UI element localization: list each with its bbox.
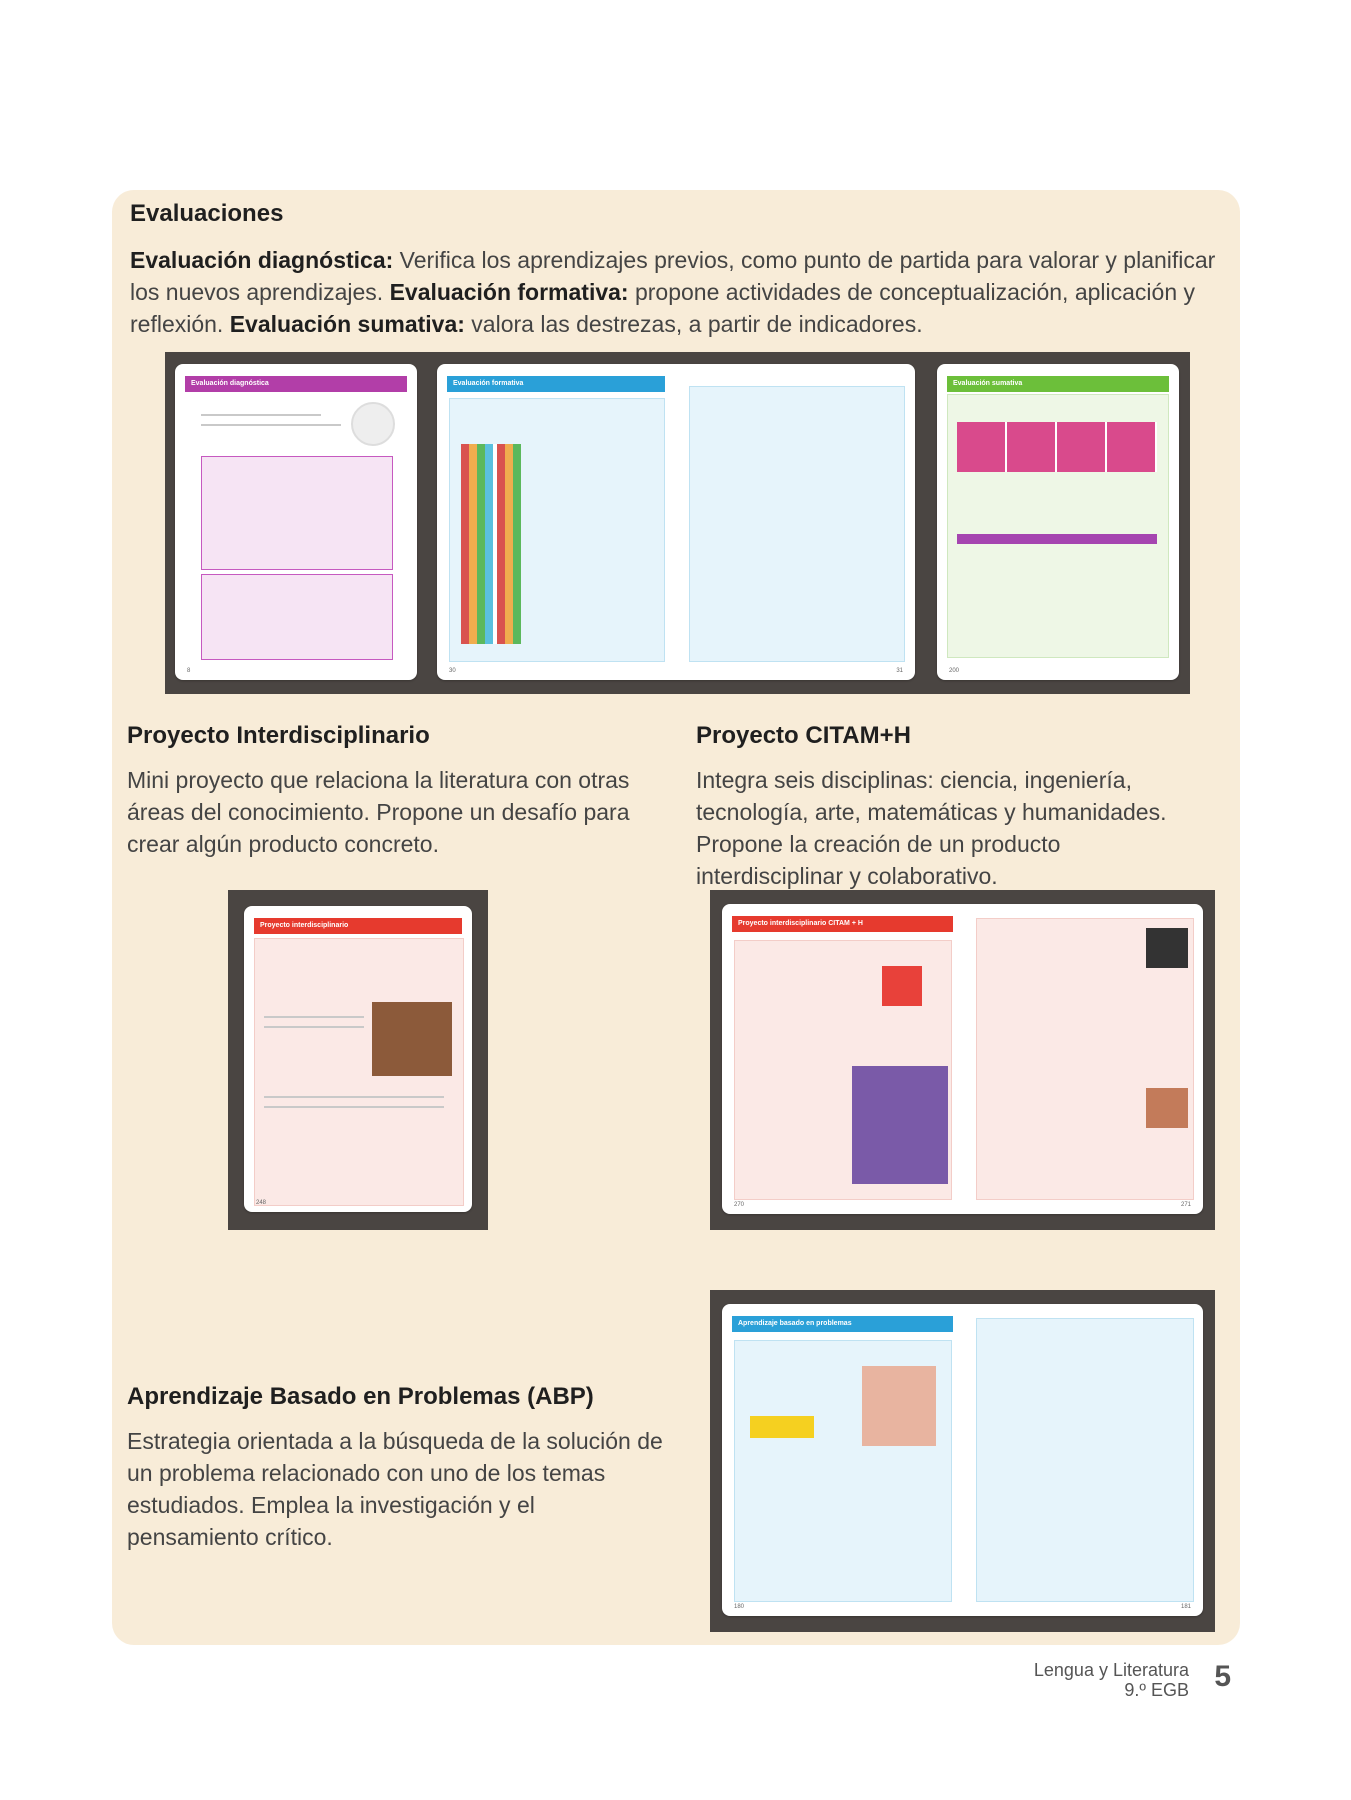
footer-subject-name: Lengua y Literatura <box>1033 1660 1189 1680</box>
thumb-page <box>722 904 1203 1214</box>
thumb-page-number: 270 <box>734 1202 745 1208</box>
thumb-page-number: 180 <box>734 1604 745 1610</box>
thumb-band: Proyecto interdisciplinario CITAM + H <box>732 916 953 932</box>
form-label: Evaluación formativa: <box>389 279 629 305</box>
thumb-page-number: 30 <box>449 668 456 674</box>
sdg-5-icon <box>882 966 922 1006</box>
diag-label: Evaluación diagnóstica: <box>130 247 394 273</box>
interdisciplinario-thumbnail <box>228 890 488 1230</box>
sum-text: valora las destrezas, a partir de indicadores. <box>464 311 923 337</box>
thumb-band: Evaluación diagnóstica <box>185 376 407 392</box>
palette-icon <box>351 402 395 446</box>
thumb-page <box>722 1304 1203 1616</box>
footer-subject <box>1034 1660 1189 1700</box>
thumb-evaluacion-formativa <box>437 364 915 680</box>
section-title-citam: Proyecto CITAM+H <box>696 722 911 749</box>
thumb-page-number: 248 <box>256 1200 267 1206</box>
thumb-page <box>244 906 472 1212</box>
abp-description: Estrategia orientada a la búsqueda de la solución de un problema relacionado con uno de los temas estudiados. Emplea la investigación y el pensamiento crítico. <box>127 1428 663 1550</box>
diag-text: Verifica los aprendizajes previos, como punto de partida para valorar y planificar los nuevos aprendizajes. <box>130 247 1216 305</box>
radio-studio-image <box>852 1066 948 1184</box>
thumb-evaluacion-diagnostica <box>175 364 417 680</box>
photo-image <box>1146 928 1188 968</box>
abp-thumbnail <box>710 1290 1215 1632</box>
section-title-abp: Aprendizaje Basado en Problemas (ABP) <box>127 1383 594 1410</box>
sum-label: Evaluación sumativa: <box>229 311 465 337</box>
section-title-evaluaciones: Evaluaciones <box>130 200 284 227</box>
interdisciplinario-description: Mini proyecto que relaciona la literatura con otras áreas del conocimiento. Propone un desafío para crear algún producto concreto. <box>127 767 630 857</box>
thumb-band: Evaluación formativa <box>447 376 665 392</box>
alphabet-table <box>461 444 521 644</box>
evaluaciones-description <box>130 244 1230 340</box>
footer-grade: 9.º EGB <box>1124 1680 1189 1700</box>
form-text: propone actividades de conceptualización, aplicación y reflexión. <box>130 279 1196 337</box>
thumb-page-number: 181 <box>1180 1604 1191 1610</box>
thumb-page-number: 8 <box>187 668 191 674</box>
section-title-interdisciplinario: Proyecto Interdisciplinario <box>127 722 430 749</box>
artwork-image <box>372 1002 452 1076</box>
citam-thumbnail <box>710 890 1215 1230</box>
highlight-box <box>750 1416 814 1438</box>
table-header <box>957 422 1157 472</box>
citam-description: Integra seis disciplinas: ciencia, ingeniería, tecnología, arte, matemáticas y humanidades. Propone la creación de un producto interdisciplinar y colaborativo. <box>696 767 1167 889</box>
illustration-image <box>862 1366 936 1446</box>
photo-image <box>1146 1088 1188 1128</box>
evaluaciones-thumbnail-strip <box>165 352 1190 694</box>
thumb-band: Aprendizaje basado en problemas <box>732 1316 953 1332</box>
thumb-page-number: 31 <box>896 668 903 674</box>
page-number: 5 <box>1214 1660 1231 1693</box>
thumb-page-number: 271 <box>1180 1202 1191 1208</box>
thumb-evaluacion-sumativa <box>937 364 1179 680</box>
thumb-band: Evaluación sumativa <box>947 376 1169 392</box>
thumb-page-number: 200 <box>949 668 960 674</box>
thumb-band: Proyecto interdisciplinario <box>254 918 462 934</box>
